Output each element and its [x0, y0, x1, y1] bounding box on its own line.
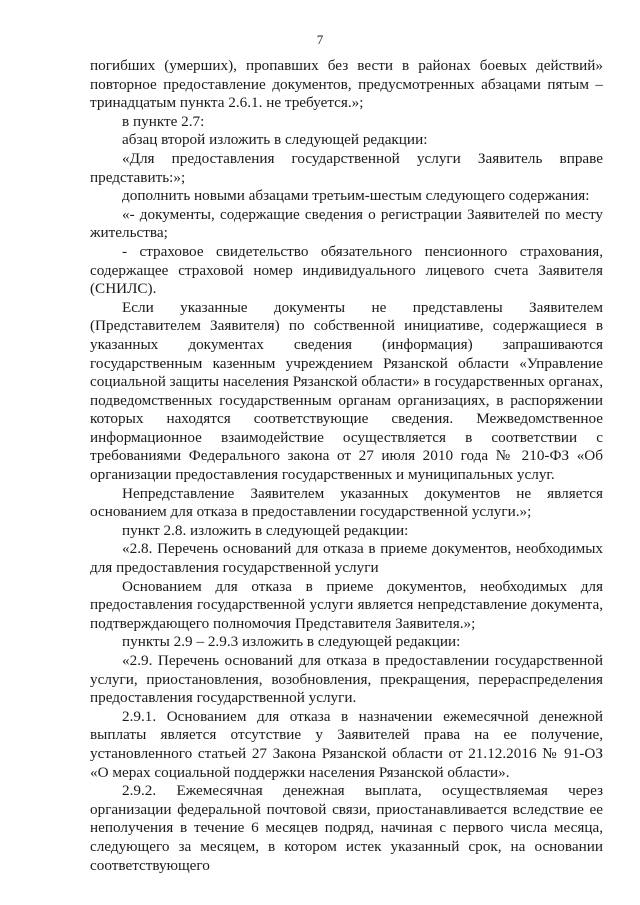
- paragraph: абзац второй изложить в следующей редакции:: [122, 131, 428, 149]
- paragraph: - страховое свидетельство обязательного пенсионного страхования, содержащее страховой номер индивидуального лицевого счета Заявителя (СНИЛС).: [90, 242, 603, 298]
- paragraph: пункты 2.9 – 2.9.3 изложить в следующей редакции:: [122, 633, 461, 651]
- paragraph: Непредставление Заявителем указанных документов не является основанием для отказа в предоставлении государственной услуги.»;: [90, 484, 603, 521]
- paragraph: Основанием для отказа в приеме документов, необходимых для предоставления государственной услуги является непредставление документа, подтверждающего полномочия Представителя Заявителя.»;: [90, 577, 603, 632]
- paragraph: «2.9. Перечень оснований для отказа в предоставлении государственной услуги, приостановления, возобновления, прекращения, перераспределения предоставления государственной услуги.: [90, 652, 603, 707]
- paragraph: «2.8. Перечень оснований для отказа в приеме документов, необходимых для предоставления государственной услуги: [90, 540, 603, 577]
- paragraph: дополнить новыми абзацами третьим-шестым следующего содержания:: [122, 187, 590, 205]
- paragraph: пункт 2.8. изложить в следующей редакции:: [122, 521, 409, 539]
- paragraph: Если указанные документы не представлены Заявителем (Представителем Заявителя) по собственной инициативе, содержащиеся в указанных документах сведения (информация) запрашиваются государственным казенным учреждением Рязанской области «Управление социальной защиты населения Рязанской области» в государственных органах, подведомственных государственным органам организациях, в распоряжении которых находятся соответствующие сведения. Межведомственное информационное взаимодействие осуществляется в соответствии с требованиями Федерального закона от 27 июля 2010 года № 210-ФЗ «Об организации предоставления государственных и муниципальных услуг.: [90, 298, 603, 484]
- paragraph: в пункте 2.7:: [122, 112, 205, 130]
- paragraph: 2.9.2. Ежемесячная денежная выплата, осуществляемая через организации федеральной почтовой связи, приостанавливается вследствие ее неполучения в течение 6 месяцев подряд, начиная с первого числа месяца, следующего за месяцем, в котором истек указанный срок, на основании соответствующего: [90, 782, 603, 874]
- paragraph: 2.9.1. Основанием для отказа в назначении ежемесячной денежной выплаты является отсутствие у Заявителей права на ее получение, установленного статьей 27 Закона Рязанской области от 21.12.2016 № 91-ОЗ «О мерах социальной поддержки населения Рязанской области».: [90, 707, 603, 781]
- document-body: [90, 57, 603, 875]
- paragraph: «- документы, содержащие сведения о регистрации Заявителей по месту жительства;: [90, 205, 603, 242]
- paragraph: погибших (умерших), пропавших без вести в районах боевых действий» повторное предоставление документов, предусмотренных абзацами пятым – тринадцатым пункта 2.6.1. не требуется.»;: [90, 57, 603, 112]
- paragraph: «Для предоставления государственной услуги Заявитель вправе представить:»;: [90, 149, 603, 186]
- page-number: 7: [316, 32, 324, 47]
